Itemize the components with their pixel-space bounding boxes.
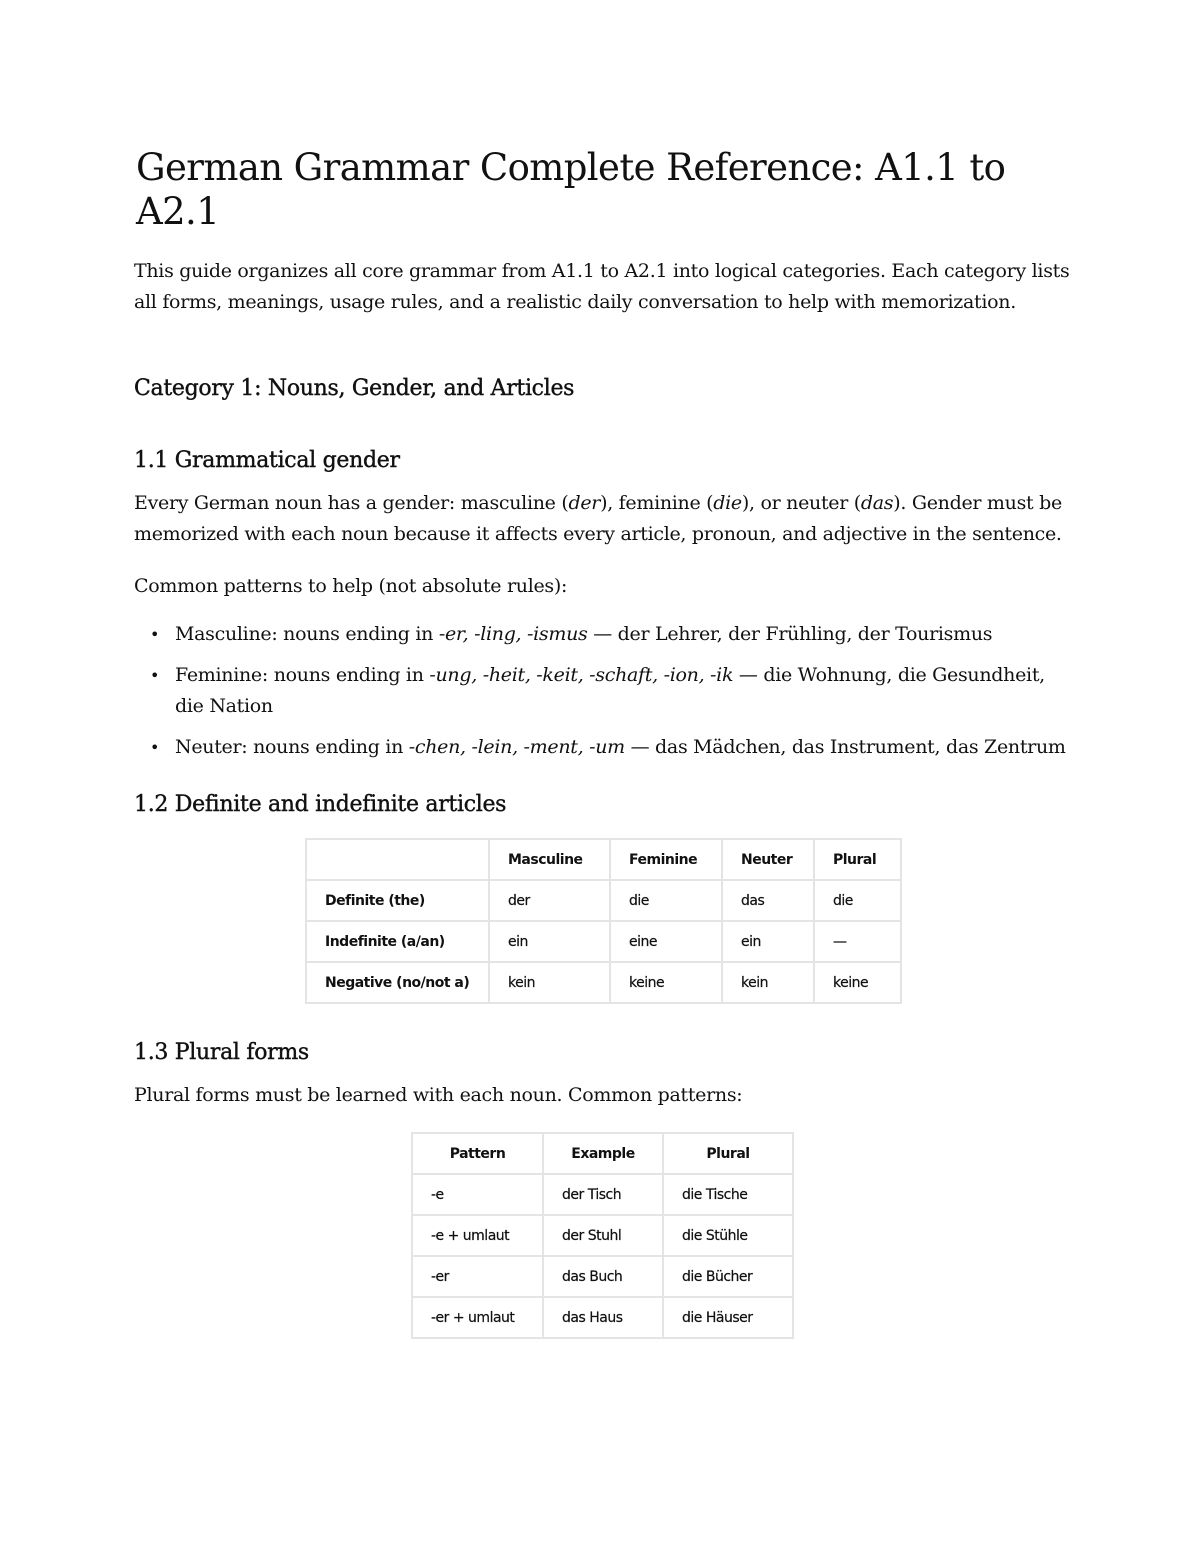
column-header: Feminine [610,839,722,880]
masculine-article: der [568,492,601,514]
neuter-article: das [860,492,894,514]
column-header: Plural [814,839,901,880]
gender-text-a: Every German noun has a gender: masculine ( [134,492,569,514]
table-cell: die Tische [663,1174,793,1215]
plural-table [411,1132,794,1339]
bullet-endings: -er, -ling, -ismus [438,623,588,645]
document-page [134,146,1074,1339]
bullet-icon: • [150,738,160,757]
table-cell: Negative (no/not a) [306,962,489,1003]
table-cell: Definite (the) [306,880,489,921]
table-cell: das [722,880,814,921]
table-cell: der [489,880,610,921]
table-cell: ein [722,921,814,962]
bullet-examples: — das Mädchen, das Instrument, das Zentrum [624,736,1066,758]
table-cell: kein [722,962,814,1003]
column-header: Neuter [722,839,814,880]
list-item [134,619,1074,650]
bullet-icon: • [150,666,160,685]
gender-paragraph [134,488,1074,550]
bullet-lead: Masculine: nouns ending in [175,623,439,645]
table-row [412,1297,793,1338]
column-header: Plural [663,1133,793,1174]
table-row [306,962,901,1003]
bullet-lead: Feminine: nouns ending in [175,664,430,686]
section-1-2-heading: 1.2 Definite and indefinite articles [134,792,507,817]
list-item [134,732,1074,763]
table-header-row [412,1133,793,1174]
bullet-lead: Neuter: nouns ending in [175,736,409,758]
plural-intro: Plural forms must be learned with each noun. Common patterns: [134,1084,743,1106]
table-cell: die Stühle [663,1215,793,1256]
gender-text-d: ). Gender must be memorized with each noun because it affects every article, pronoun, and adjective in the sentence. [134,492,1062,545]
gender-patterns-list [134,619,1074,763]
table-cell: die [610,880,722,921]
gender-text-b: ), feminine ( [600,492,714,514]
table-row [412,1215,793,1256]
table-cell: die Bücher [663,1256,793,1297]
table-row [412,1256,793,1297]
bullet-endings: -ung, -heit, -keit, -schaft, -ion, -ik [429,664,734,686]
articles-table [305,838,902,1004]
category-1-heading: Category 1: Nouns, Gender, and Articles [134,376,575,401]
page-title: German Grammar Complete Reference: A1.1 to A2.1 [136,146,1006,233]
table-header-row [306,839,901,880]
table-cell: -e [412,1174,543,1215]
bullet-examples: — die Wohnung, die Gesundheit, die Nation [175,664,1045,717]
column-header: Masculine [489,839,610,880]
gender-text-c: ), or neuter ( [741,492,861,514]
table-cell: der Stuhl [543,1215,663,1256]
feminine-article: die [713,492,742,514]
table-cell: keine [814,962,901,1003]
list-item [134,660,1074,722]
patterns-intro: Common patterns to help (not absolute rules): [134,575,568,597]
table-cell: die Häuser [663,1297,793,1338]
table-cell: die [814,880,901,921]
intro-paragraph: This guide organizes all core grammar from A1.1 to A2.1 into logical categories. Each category lists all forms, meanings, usage rules, and a realistic daily conversation to help with memorization. [134,260,1070,313]
table-cell: eine [610,921,722,962]
table-cell: der Tisch [543,1174,663,1215]
bullet-examples: — der Lehrer, der Frühling, der Tourismus [587,623,993,645]
section-1-3-heading: 1.3 Plural forms [134,1040,309,1065]
table-cell: Indefinite (a/an) [306,921,489,962]
table-cell: — [814,921,901,962]
table-row [412,1174,793,1215]
column-header [306,839,489,880]
table-row [306,880,901,921]
table-cell: keine [610,962,722,1003]
table-cell: ein [489,921,610,962]
bullet-endings: -chen, -lein, -ment, -um [408,736,625,758]
table-cell: -er + umlaut [412,1297,543,1338]
column-header: Pattern [412,1133,543,1174]
table-cell: -e + umlaut [412,1215,543,1256]
column-header: Example [543,1133,663,1174]
table-row [306,921,901,962]
table-cell: das Haus [543,1297,663,1338]
table-cell: das Buch [543,1256,663,1297]
bullet-icon: • [150,625,160,644]
table-cell: -er [412,1256,543,1297]
section-1-1-heading: 1.1 Grammatical gender [134,448,400,473]
table-cell: kein [489,962,610,1003]
